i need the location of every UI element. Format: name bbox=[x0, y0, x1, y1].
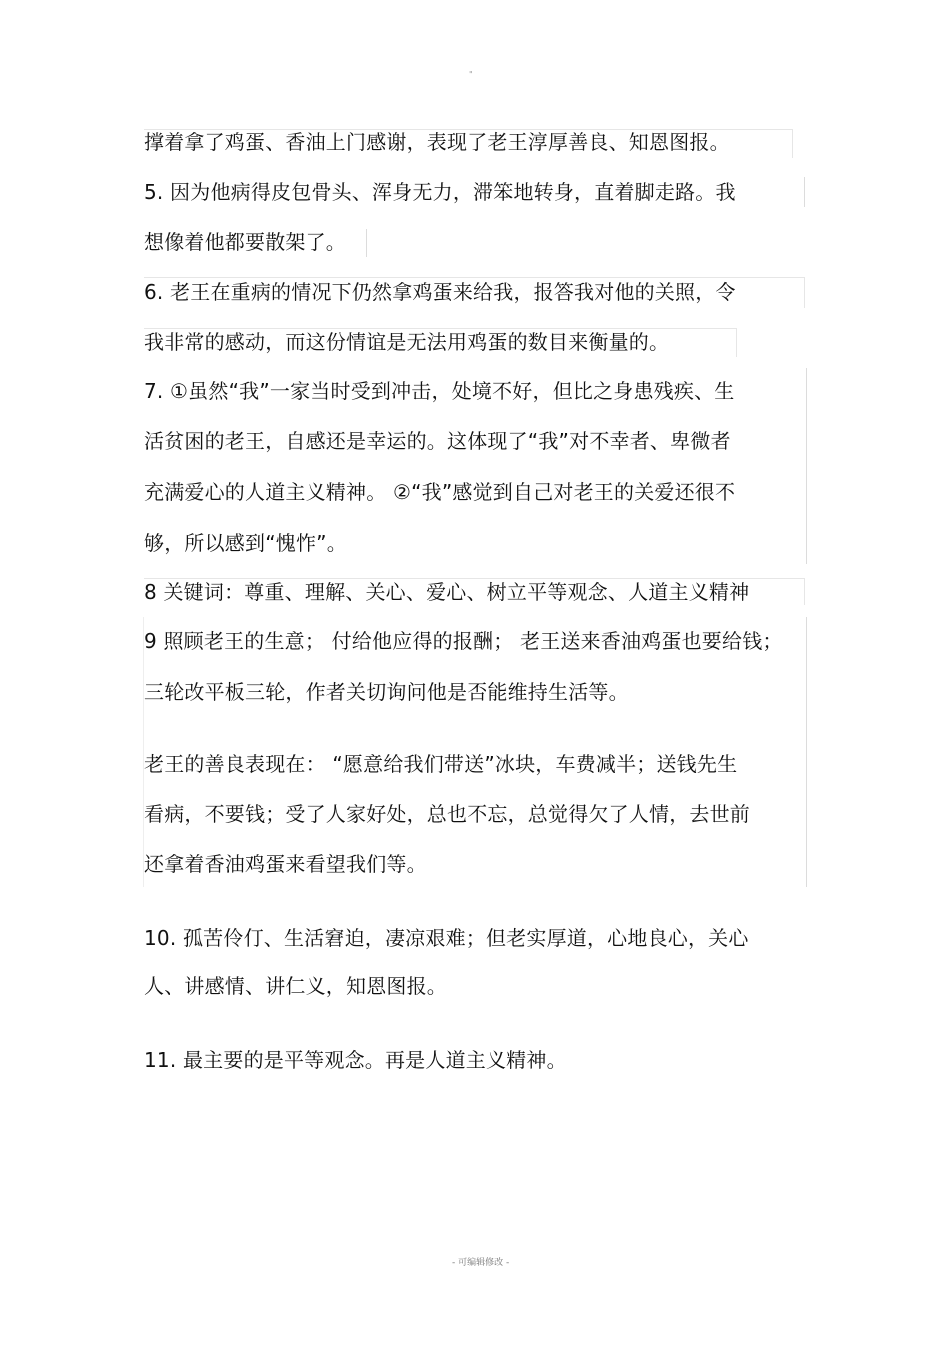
paragraph-7-line-3: 充满爱心的人道主义精神。 ②“我”感觉到自己对老王的关爱还很不 bbox=[144, 480, 736, 504]
header-mark: " bbox=[469, 70, 473, 79]
paragraph-10-line-1: 10. 孤苦伶仃、生活窘迫，凄凉艰难；但老实厚道，心地良心，关心 bbox=[144, 926, 749, 950]
row-border bbox=[366, 229, 367, 257]
paragraph-8-line-1: 8 关键词：尊重、理解、关心、爱心、树立平等观念、人道主义精神 bbox=[144, 580, 750, 604]
paragraph-9-line-1: 9 照顾老王的生意； 付给他应得的报酬； 老王送来香油鸡蛋也要给钱； bbox=[144, 629, 783, 653]
paragraph-6-line-2: 我非常的感动，而这份情谊是无法用鸡蛋的数目来衡量的。 bbox=[144, 330, 670, 354]
paragraph-5-line-2: 想像着他都要散架了。 bbox=[144, 230, 346, 254]
paragraph-10-line-2: 人、讲感情、讲仁义，知恩图报。 bbox=[144, 974, 447, 998]
paragraph-kindness-line-1: 老王的善良表现在： “愿意给我们带送”冰块，车费减半；送钱先生 bbox=[144, 752, 738, 776]
paragraph-6-line-1: 6. 老王在重病的情况下仍然拿鸡蛋来给我，报答我对他的关照，令 bbox=[144, 280, 736, 304]
page-footer: - 可编辑修改 - bbox=[452, 1258, 510, 1268]
paragraph-11-line-1: 11. 最主要的是平等观念。再是人道主义精神。 bbox=[144, 1048, 567, 1072]
paragraph-7-line-1: 7. ①虽然“我”一家当时受到冲击，处境不好，但比之身患残疾、生 bbox=[144, 379, 735, 403]
paragraph-9-line-2: 三轮改平板三轮，作者关切询问他是否能维持生活等。 bbox=[144, 680, 629, 704]
paragraph-5-line-1: 5. 因为他病得皮包骨头、浑身无力，滞笨地转身，直着脚走路。我 bbox=[144, 180, 736, 204]
row-border bbox=[806, 368, 807, 564]
paragraph-4-line-1: 撑着拿了鸡蛋、香油上门感谢，表现了老王淳厚善良、知恩图报。 bbox=[144, 130, 730, 154]
paragraph-7-line-2: 活贫困的老王，自感还是幸运的。这体现了“我”对不幸者、卑微者 bbox=[144, 429, 731, 453]
paragraph-kindness-line-3: 还拿着香油鸡蛋来看望我们等。 bbox=[144, 852, 427, 876]
row-border bbox=[804, 177, 805, 207]
row-border bbox=[806, 617, 807, 887]
paragraph-7-line-4: 够，所以感到“愧怍”。 bbox=[144, 531, 347, 555]
paragraph-kindness-line-2: 看病，不要钱；受了人家好处，总也不忘，总觉得欠了人情，去世前 bbox=[144, 802, 750, 826]
